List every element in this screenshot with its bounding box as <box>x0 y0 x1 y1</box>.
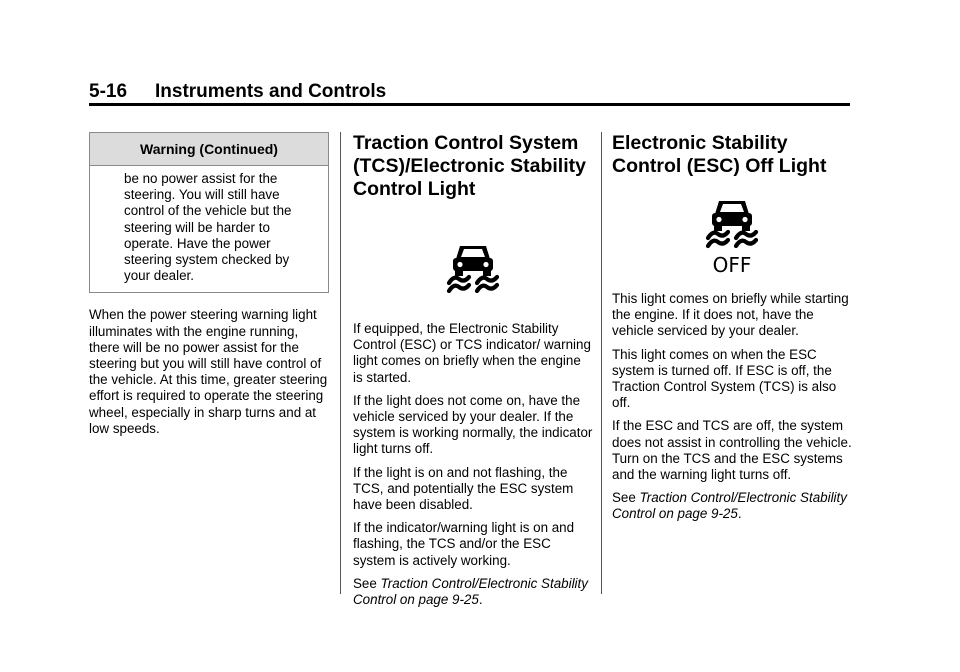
column-divider <box>601 132 602 594</box>
section-title: Instruments and Controls <box>155 81 387 102</box>
tcs-paragraph: If the indicator/warning light is on and flashing, the TCS and/or the ESC system is actively working. <box>353 520 575 568</box>
tcs-icon-wrap <box>353 237 593 293</box>
tcs-paragraph: If the light is on and not flashing, the TCS, and potentially the ESC system have been disabled. <box>353 464 574 513</box>
see-prefix: See <box>353 575 381 591</box>
tcs-body <box>353 321 593 608</box>
see-prefix: See <box>612 490 640 506</box>
esc-off-icon-label: OFF <box>712 253 752 275</box>
esc-off-body <box>612 291 852 523</box>
esc-off-icon-wrap <box>612 197 852 275</box>
tcs-see-reference <box>353 576 593 608</box>
esc-skid-car-icon <box>445 237 501 293</box>
warning-box <box>89 132 329 293</box>
see-suffix: . <box>478 592 483 608</box>
see-link[interactable]: Traction Control/Electronic Stability Control on page 9-25 <box>353 575 588 608</box>
esc-off-paragraph: If the ESC and TCS are off, the system does not assist in controlling the vehicle. Turn on the TCS and the ESC systems and the warning light turns off. <box>612 418 852 483</box>
see-suffix: . <box>737 506 742 522</box>
esc-off-see-reference <box>612 490 852 522</box>
column-2 <box>353 132 593 615</box>
page-header <box>89 80 850 106</box>
tcs-paragraph: If equipped, the Electronic Stability Control (ESC) or TCS indicator/ warning light comes on briefly when the engine is started. <box>353 321 591 385</box>
column-1 <box>89 132 329 437</box>
warning-box-title: Warning (Continued) <box>90 133 328 166</box>
tcs-paragraph: If the light does not come on, have the vehicle serviced by your dealer. If the system is working normally, the indicator light turns off. <box>353 392 593 457</box>
page-number: 5-16 <box>89 81 128 102</box>
column-divider <box>340 132 341 594</box>
tcs-heading: Traction Control System (TCS)/Electronic Stability Control Light <box>353 132 586 200</box>
esc-off-paragraph: This light comes on briefly while starting the engine. If it does not, have the vehicle serviced by your dealer. <box>612 291 849 339</box>
esc-off-icon <box>702 197 762 275</box>
esc-off-paragraph: This light comes on when the ESC system is turned off. If ESC is off, the Traction Control System (TCS) is also off. <box>612 346 837 411</box>
esc-off-heading: Electronic Stability Control (ESC) Off Light <box>612 132 827 177</box>
see-link[interactable]: Traction Control/Electronic Stability Control on page 9-25 <box>612 490 847 522</box>
warning-box-body: be no power assist for the steering. You will still have control of the vehicle but the steering will be harder to operate. Have the power steering system checked by your dealer. <box>124 171 292 284</box>
column-3 <box>612 132 852 530</box>
power-steering-paragraph: When the power steering warning light illuminates with the engine running, there will be no power assist for the steering but you will still have control of the vehicle. At this time, greater steering effort is required to operate the steering wheel, especially in sharp turns and at low speeds. <box>89 307 328 436</box>
